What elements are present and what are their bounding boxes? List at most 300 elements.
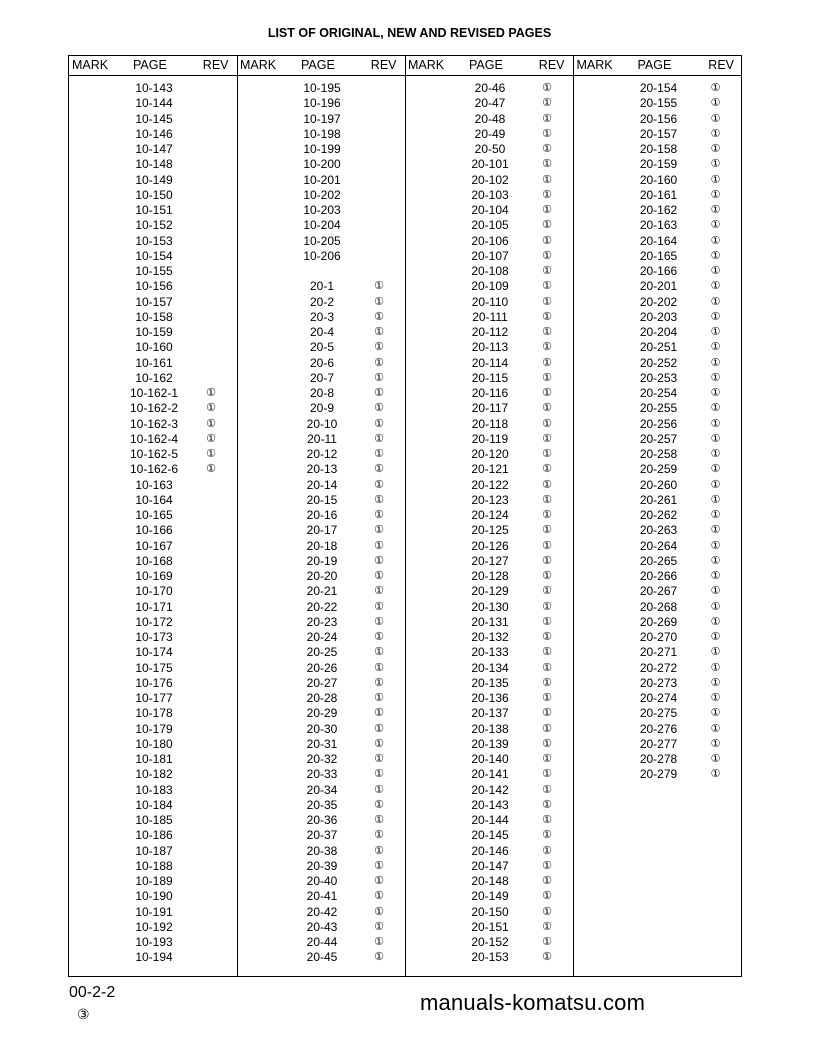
revision-cell: ①	[374, 493, 384, 506]
table-row	[237, 249, 405, 264]
table-row	[69, 844, 237, 859]
page-number-cell: 20-141	[471, 767, 509, 782]
table-row	[237, 554, 405, 569]
table-row	[574, 81, 743, 96]
revision-cell: ①	[374, 631, 384, 643]
revision-cell: ①	[542, 722, 552, 735]
table-row	[237, 493, 405, 508]
revision-cell: ①	[542, 631, 552, 643]
page-number-cell: 20-140	[471, 752, 509, 766]
revision-cell: ①	[710, 173, 721, 186]
page-number-cell: 20-151	[471, 919, 509, 934]
table-row	[405, 874, 573, 889]
table-row	[69, 645, 237, 660]
table-row	[69, 889, 237, 904]
header-page: PAGE	[133, 58, 167, 72]
revision-cell: ①	[374, 539, 384, 552]
table-row	[69, 508, 237, 523]
revision-cell: ①	[710, 661, 721, 674]
table-row	[237, 950, 405, 965]
page-number-cell: 20-123	[471, 492, 509, 507]
revision-cell: ①	[542, 310, 552, 323]
table-row	[69, 737, 237, 752]
revision-cell: ①	[710, 448, 721, 460]
page-number-cell: 10-148	[135, 157, 173, 172]
revision-cell: ①	[542, 951, 552, 964]
page-number-cell: 20-31	[306, 736, 338, 751]
revision-cell: ①	[542, 554, 552, 567]
revision-cell: ①	[710, 280, 721, 293]
page-number-cell: 20-32	[306, 752, 338, 766]
table-row	[574, 462, 743, 477]
page-number-cell: 20-106	[471, 233, 509, 248]
table-row	[405, 310, 573, 325]
revision-cell: ①	[374, 463, 384, 476]
revision-cell: ①	[374, 676, 384, 689]
revision-cell: ①	[374, 920, 384, 933]
table-row	[405, 569, 573, 584]
table-row	[405, 127, 573, 142]
revision-cell: ①	[710, 387, 721, 399]
page-number-cell: 10-161	[135, 355, 173, 370]
table-row	[574, 112, 743, 127]
revision-cell: ①	[374, 432, 384, 445]
page-number-cell: 20-42	[306, 904, 338, 919]
table-row	[574, 325, 743, 340]
page-number-cell: 20-22	[306, 599, 338, 614]
page-number-cell: 10-163	[135, 477, 173, 492]
page-number-cell: 20-35	[306, 797, 338, 812]
table-row	[69, 798, 237, 813]
table-row	[574, 386, 743, 401]
table-row	[574, 478, 743, 493]
table-row	[237, 569, 405, 584]
page-number-cell: 10-192	[135, 919, 173, 934]
revision-cell: ①	[710, 524, 721, 537]
page-number-cell: 10-162-2	[129, 401, 179, 416]
page-number-cell: 20-43	[306, 919, 338, 934]
revision-cell: ①	[542, 707, 552, 720]
table-row	[574, 340, 743, 355]
page-number-cell: 20-271	[639, 645, 678, 660]
page-number-cell: 20-125	[471, 523, 509, 538]
page-number-cell: 10-164	[135, 492, 173, 507]
revision-cell: ①	[374, 295, 384, 308]
table-row	[405, 203, 573, 218]
revision-cell: ①	[542, 295, 552, 308]
revision-cell: ①	[374, 737, 384, 750]
page-number-cell: 20-20	[306, 569, 338, 583]
revision-cell: ①	[542, 219, 552, 232]
page-number-cell: 20-263	[639, 523, 678, 538]
page-number-cell: 20-268	[639, 599, 678, 614]
page-number-cell: 10-206	[303, 248, 341, 263]
page-number-cell: 20-5	[309, 340, 335, 355]
page-number-cell: 20-129	[471, 584, 509, 599]
revision-cell: ①	[374, 417, 384, 430]
page-number-cell: 10-168	[135, 553, 173, 568]
page-number-cell: 20-24	[306, 630, 338, 644]
page-number-cell: 20-272	[639, 660, 678, 675]
table-row	[405, 173, 573, 188]
table-row	[574, 447, 743, 462]
header-mark: MARK	[72, 58, 109, 72]
revision-cell: ①	[542, 249, 552, 262]
table-row	[237, 325, 405, 340]
revision-cell: ①	[374, 722, 384, 735]
revision-cell: ①	[542, 692, 552, 704]
page-number-cell: 20-112	[471, 325, 509, 339]
revision-cell: ①	[542, 905, 552, 918]
page-number-cell: 20-26	[306, 660, 338, 675]
table-row	[405, 844, 573, 859]
table-row	[405, 828, 573, 843]
revision-cell: ①	[542, 768, 552, 781]
table-row	[405, 630, 573, 645]
page-number-cell: 20-124	[471, 508, 509, 522]
page-number-cell: 20-138	[471, 721, 509, 736]
table-row	[69, 554, 237, 569]
revision-cell: ①	[542, 341, 552, 354]
table-row	[237, 310, 405, 325]
table-row	[574, 417, 743, 432]
revision-cell: ①	[374, 387, 384, 399]
revision-cell: ①	[542, 448, 552, 460]
header-rev: REV	[708, 58, 734, 72]
header-page: PAGE	[301, 58, 335, 72]
table-row	[237, 157, 405, 172]
table-row	[405, 96, 573, 111]
revision-cell: ①	[710, 753, 721, 765]
revision-cell: ①	[542, 463, 552, 476]
page-number-cell: 20-107	[471, 248, 509, 263]
table-row	[237, 539, 405, 554]
page-title: LIST OF ORIGINAL, NEW AND REVISED PAGES	[267, 26, 552, 40]
revision-cell: ①	[374, 829, 384, 842]
table-row	[405, 432, 573, 447]
table-row	[574, 676, 743, 691]
page-number-cell: 10-170	[135, 584, 173, 599]
revision-cell: ①	[374, 859, 384, 872]
revision-cell: ①	[710, 478, 721, 491]
table-row	[69, 173, 237, 188]
revision-cell: ①	[710, 204, 721, 216]
revision-cell: ①	[710, 554, 721, 567]
page-number-cell: 10-156	[135, 279, 173, 294]
page-number-cell: 10-195	[303, 81, 341, 95]
revision-cell: ①	[710, 539, 721, 552]
revision-cell: ①	[710, 692, 721, 704]
revision-cell: ①	[710, 631, 721, 643]
page-number-cell: 20-162	[639, 203, 678, 217]
table-row	[69, 767, 237, 782]
table-row	[574, 569, 743, 584]
table-row	[237, 615, 405, 630]
table-row	[237, 401, 405, 416]
revision-cell: ①	[374, 951, 384, 964]
revision-cell: ①	[374, 615, 384, 628]
table-row	[69, 691, 237, 706]
revision-cell: ①	[542, 127, 552, 140]
table-row	[574, 432, 743, 447]
table-row	[405, 889, 573, 904]
table-row	[574, 752, 743, 767]
revision-cell: ①	[206, 448, 216, 460]
revision-cell: ①	[542, 890, 552, 903]
page-number-cell: 10-185	[135, 813, 173, 827]
table-row	[574, 401, 743, 416]
page-number-cell: 20-44	[306, 935, 338, 949]
revision-cell: ①	[542, 539, 552, 552]
page-number-cell: 10-205	[303, 233, 341, 248]
table-row	[405, 737, 573, 752]
table-row	[237, 188, 405, 203]
table-row	[574, 706, 743, 721]
table-row	[237, 889, 405, 904]
revision-cell: ①	[710, 676, 721, 689]
table-row	[237, 264, 405, 279]
page-number-cell: 20-201	[639, 279, 678, 294]
table-row	[69, 539, 237, 554]
table-row	[405, 493, 573, 508]
table-row	[69, 264, 237, 279]
page-number-cell: 20-118	[471, 416, 509, 431]
table-row	[69, 462, 237, 477]
page-number-cell: 20-2	[309, 294, 335, 309]
page-number-cell: 10-158	[135, 309, 173, 324]
page-number-cell: 20-15	[306, 492, 338, 507]
table-row	[237, 859, 405, 874]
revision-cell: ①	[710, 722, 721, 735]
table-row	[405, 920, 573, 935]
table-row	[237, 661, 405, 676]
revision-cell: ①	[710, 402, 721, 415]
table-row	[69, 249, 237, 264]
table-row	[574, 600, 743, 615]
page-number-cell: 10-196	[303, 96, 341, 111]
revision-cell: ①	[542, 920, 552, 933]
table-row	[574, 645, 743, 660]
table-row	[237, 508, 405, 523]
page-number-cell: 10-144	[135, 96, 173, 111]
page-number-cell: 20-16	[306, 508, 338, 522]
table-row	[237, 935, 405, 950]
table-row	[69, 493, 237, 508]
header-page: PAGE	[469, 58, 503, 72]
page-number-cell: 20-146	[471, 843, 509, 858]
page-number-cell: 10-160	[135, 340, 173, 355]
table-row	[405, 371, 573, 386]
page-number-cell: 20-130	[471, 599, 509, 614]
revision-cell: ①	[206, 417, 216, 430]
table-row	[405, 325, 573, 340]
revision-cell: ①	[542, 646, 552, 659]
revision-cell: ①	[374, 402, 384, 415]
page-number-cell: 20-277	[639, 736, 678, 751]
table-row	[574, 523, 743, 538]
table-row	[574, 691, 743, 706]
revision-cell: ①	[710, 249, 721, 262]
table-row	[405, 935, 573, 950]
revision-cell: ①	[710, 97, 721, 110]
table-row	[574, 767, 743, 782]
page-number-cell: 10-203	[303, 203, 341, 217]
table-row	[574, 173, 743, 188]
page-number-cell: 20-160	[639, 172, 678, 187]
table-row	[237, 905, 405, 920]
revision-cell: ①	[542, 234, 552, 247]
revision-cell: ①	[542, 737, 552, 750]
table-column	[574, 56, 743, 976]
revision-cell: ①	[374, 707, 384, 720]
page-number-cell: 20-27	[306, 675, 338, 690]
table-row	[237, 783, 405, 798]
table-row	[237, 752, 405, 767]
page-number-cell: 20-266	[639, 569, 678, 583]
revision-cell: ①	[710, 585, 721, 598]
table-row	[574, 234, 743, 249]
revision-cell: ①	[710, 646, 721, 659]
table-column	[405, 56, 574, 976]
header-rev: REV	[202, 58, 229, 72]
column-header	[574, 56, 743, 76]
table-row	[237, 462, 405, 477]
table-row	[69, 142, 237, 157]
table-row	[69, 752, 237, 767]
revision-cell: ①	[374, 371, 384, 384]
revision-cell: ①	[542, 478, 552, 491]
table-column	[237, 56, 406, 976]
table-row	[69, 661, 237, 676]
table-row	[405, 752, 573, 767]
page-number-cell: 20-48	[474, 111, 506, 126]
page-number-cell: 20-30	[306, 721, 338, 736]
page-number-cell: 20-108	[471, 264, 509, 278]
table-row	[405, 859, 573, 874]
page-number-cell: 20-165	[639, 248, 678, 263]
page-number-cell: 20-276	[639, 721, 678, 736]
table-row	[405, 813, 573, 828]
revision-cell: ①	[374, 890, 384, 903]
table-row	[574, 203, 743, 218]
page-number-cell: 20-259	[639, 462, 678, 477]
table-row	[405, 356, 573, 371]
page-number-cell: 10-145	[135, 111, 173, 126]
page-number-cell: 20-117	[471, 401, 509, 416]
page-number-cell: 10-169	[135, 569, 173, 583]
page-number-cell: 20-157	[639, 126, 678, 141]
page-number-cell: 10-171	[135, 599, 173, 614]
page-number-cell: 10-157	[135, 294, 173, 309]
revision-cell: ①	[710, 356, 721, 369]
page-number-cell: 20-14	[306, 477, 338, 492]
page-number-cell: 10-177	[135, 691, 173, 705]
page-number-cell: 10-200	[303, 157, 341, 172]
table-row	[237, 142, 405, 157]
table-row	[237, 203, 405, 218]
table-row	[69, 569, 237, 584]
header-mark: MARK	[408, 58, 445, 72]
revision-cell: ①	[542, 82, 552, 94]
page-number-cell: 10-193	[135, 935, 173, 949]
revision-cell: ①	[374, 326, 384, 338]
page-number-cell: 20-8	[309, 386, 335, 400]
revision-cell: ①	[710, 493, 721, 506]
page-number-cell: 20-133	[471, 645, 509, 660]
revision-cell: ①	[710, 112, 721, 125]
page-number-cell: 20-102	[471, 172, 509, 187]
page-number-cell: 20-264	[639, 538, 678, 553]
table-row	[574, 218, 743, 233]
revision-cell: ①	[542, 570, 552, 582]
page-number-cell: 20-253	[639, 370, 678, 385]
page-number-cell: 10-150	[135, 187, 173, 202]
revision-cell: ①	[542, 112, 552, 125]
revision-cell: ①	[542, 844, 552, 857]
page-number-cell: 20-159	[639, 157, 678, 172]
revision-cell: ①	[374, 646, 384, 659]
revision-cell: ①	[542, 798, 552, 811]
page-number-cell: 20-1	[309, 279, 335, 294]
table-row	[405, 706, 573, 721]
table-row	[237, 371, 405, 386]
revision-cell: ①	[542, 417, 552, 430]
table-row	[405, 508, 573, 523]
table-row	[574, 615, 743, 630]
header-mark: MARK	[240, 58, 277, 72]
page-number-cell: 20-158	[639, 142, 678, 156]
page-number-cell: 10-154	[135, 248, 173, 263]
page-number-cell: 20-127	[471, 553, 509, 568]
table-row	[69, 905, 237, 920]
table-row	[405, 722, 573, 737]
table-row	[69, 310, 237, 325]
revision-mark: ③	[77, 1006, 90, 1022]
page-number-cell: 20-17	[306, 523, 338, 538]
page-number-cell: 20-254	[639, 386, 678, 400]
revision-cell: ①	[542, 600, 552, 613]
revision-cell: ①	[542, 875, 552, 887]
page-number-cell: 10-167	[135, 538, 173, 553]
table-row	[69, 722, 237, 737]
page-number-cell: 10-162-4	[129, 431, 179, 446]
revision-cell: ①	[710, 265, 721, 277]
table-row	[69, 783, 237, 798]
page-number-cell: 20-161	[639, 187, 678, 202]
revision-cell: ①	[710, 158, 721, 171]
table-row	[69, 630, 237, 645]
table-row	[237, 295, 405, 310]
table-row	[237, 798, 405, 813]
revision-cell: ①	[374, 798, 384, 811]
revision-cell: ①	[542, 585, 552, 598]
page-number-cell: 20-19	[306, 553, 338, 568]
page-number-cell: 20-103	[471, 187, 509, 202]
table-row	[237, 478, 405, 493]
table-row	[237, 417, 405, 432]
page-number-cell: 20-147	[471, 858, 509, 873]
table-row	[574, 96, 743, 111]
page-number-cell: 20-116	[471, 386, 509, 400]
page-number-cell: 20-13	[306, 462, 338, 477]
page-number-cell: 20-143	[471, 797, 509, 812]
revision-cell: ①	[374, 783, 384, 796]
table-row	[574, 539, 743, 554]
page-number-cell: 20-149	[471, 889, 509, 904]
table-column	[69, 56, 238, 976]
table-row	[237, 279, 405, 294]
page-number-cell: 20-256	[639, 416, 678, 431]
